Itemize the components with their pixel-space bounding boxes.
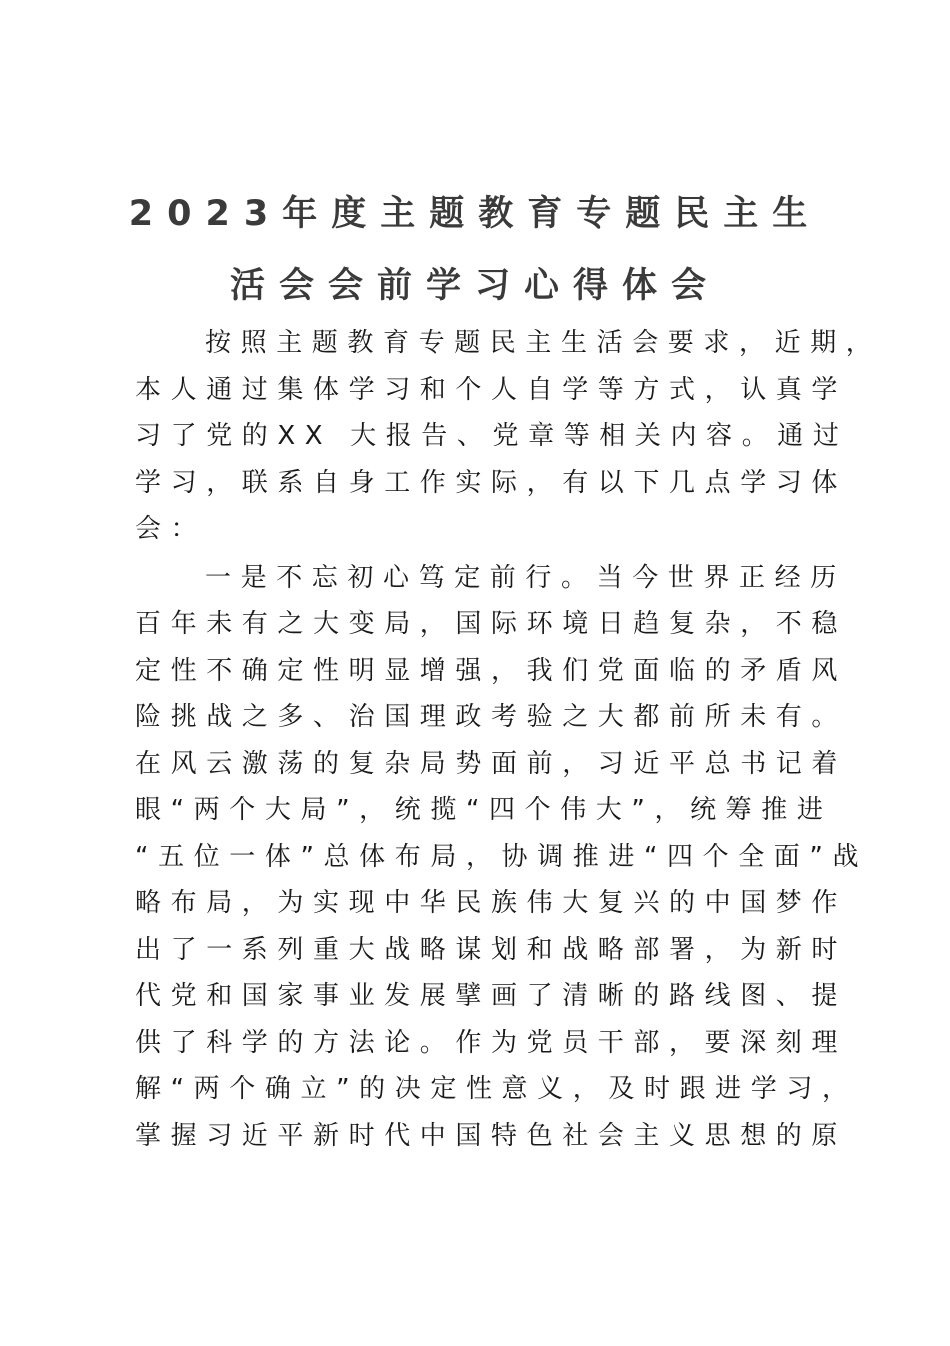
paragraph-point-one xyxy=(135,555,869,1160)
text-line: 一是不忘初心笃定前行。当今世界正经历 xyxy=(205,562,846,593)
text-line: 本人通过集体学习和个人自学等方式，认真学 xyxy=(135,374,848,405)
text-line: 百年未有之大变局，国际环境日趋复杂，不稳 xyxy=(135,609,848,639)
text-line: 解“两个确立”的决定性意义，及时跟进学习， xyxy=(135,1074,858,1104)
text-line: 代党和国家事业发展擘画了清晰的路线图、提 xyxy=(135,981,848,1011)
text-line: 供了科学的方法论。作为党员干部，要深刻理 xyxy=(135,1027,848,1058)
text-line: 会： xyxy=(135,514,207,544)
text-line: 在风云激荡的复杂局势面前，习近平总书记着 xyxy=(135,748,848,779)
text-line: 学习，联系自身工作实际，有以下几点学习体 xyxy=(135,467,848,498)
document-title xyxy=(0,190,950,310)
text-line: 出了一系列重大战略谋划和战略部署，为新时 xyxy=(135,934,848,965)
title-line-1: 2023年度主题教育专题民主生 xyxy=(128,194,822,234)
text-line: 掌握习近平新时代中国特色社会主义思想的原 xyxy=(135,1120,848,1151)
document-body xyxy=(135,320,882,1159)
text-line: 按照主题教育专题民主生活会要求，近期， xyxy=(205,328,882,358)
paragraph-intro xyxy=(135,320,882,553)
text-line: 眼“两个大局”，统揽“四个伟大”，统筹推进 xyxy=(135,795,833,825)
title-line-2: 活会会前学习心得体会 xyxy=(229,266,720,306)
text-line: 习了党的XX 大报告、党章等相关内容。通过 xyxy=(135,421,849,451)
text-line: 略布局，为实现中华民族伟大复兴的中国梦作 xyxy=(135,888,848,918)
text-line: 险挑战之多、治国理政考验之大都前所未有。 xyxy=(135,702,848,732)
text-line: 定性不确定性明显增强，我们党面临的矛盾风 xyxy=(135,655,848,686)
text-line: “五位一体”总体布局，协调推进“四个全面”战 xyxy=(135,841,869,872)
